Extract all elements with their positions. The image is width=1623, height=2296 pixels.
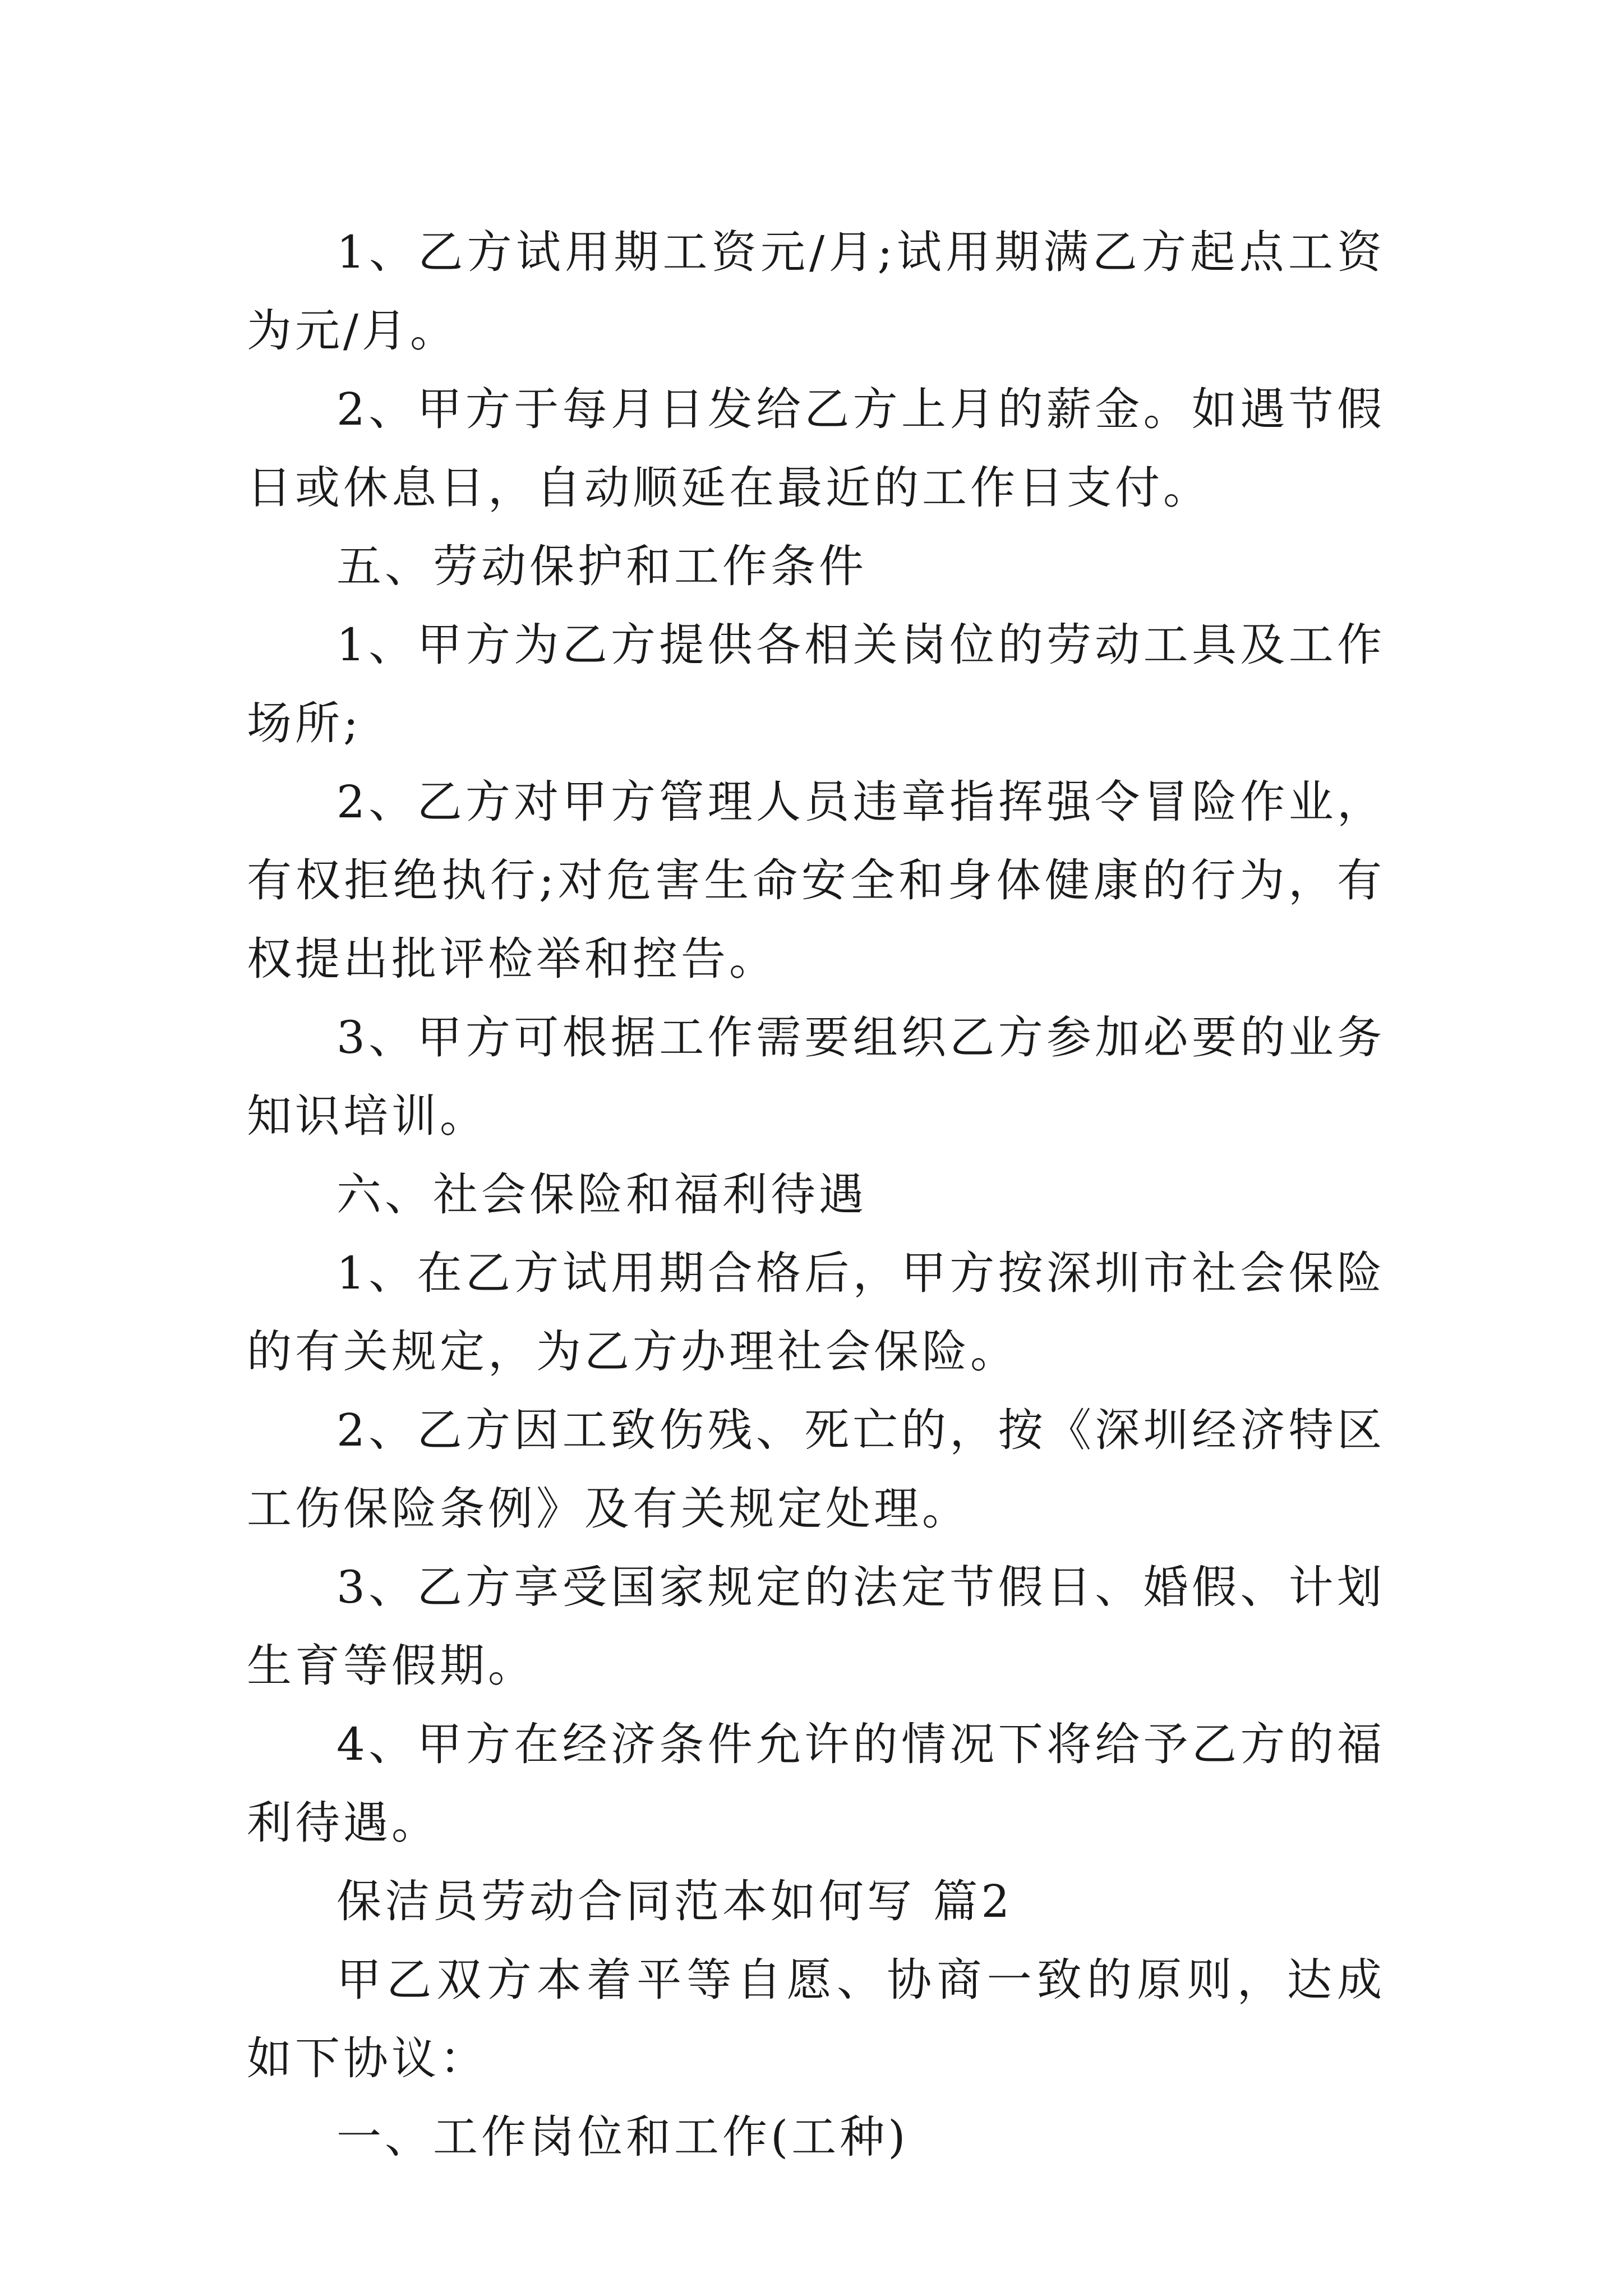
paragraph-salary-payday: 2、甲方于每月日发给乙方上月的薪金。如遇节假日或休息日，自动顺延在最近的工作日支付。: [247, 383, 1385, 514]
document-body: [247, 213, 1385, 2177]
paragraph-tools-workplace: 1、甲方为乙方提供各相关岗位的劳动工具及工作场所;: [247, 619, 1385, 749]
section-heading-job-position: 一、工作岗位和工作(工种): [336, 2111, 909, 2163]
paragraph-salary-probation: 1、乙方试用期工资元/月;试用期满乙方起点工资为元/月。: [247, 226, 1385, 357]
section-title-part-2: 保洁员劳动合同范本如何写 篇2: [336, 1875, 1013, 1927]
paragraph-agreement-intro: 甲乙双方本着平等自愿、协商一致的原则，达成如下协议：: [247, 1954, 1385, 2085]
section-heading-social-insurance: 六、社会保险和福利待遇: [336, 1168, 867, 1221]
paragraph-work-injury: 2、乙方因工致伤残、死亡的，按《深圳经济特区工伤保险条例》及有关规定处理。: [247, 1404, 1385, 1535]
section-heading-labor-protection: 五、劳动保护和工作条件: [336, 540, 867, 592]
paragraph-training: 3、甲方可根据工作需要组织乙方参加必要的业务知识培训。: [247, 1011, 1385, 1142]
paragraph-holidays: 3、乙方享受国家规定的法定节假日、婚假、计划生育等假期。: [247, 1561, 1385, 1692]
paragraph-benefits: 4、甲方在经济条件允许的情况下将给予乙方的福利待遇。: [247, 1718, 1385, 1849]
paragraph-insurance-enrollment: 1、在乙方试用期合格后，甲方按深圳市社会保险的有关规定，为乙方办理社会保险。: [247, 1247, 1385, 1378]
paragraph-refuse-unsafe-orders: 2、乙方对甲方管理人员违章指挥强令冒险作业，有权拒绝执行;对危害生命安全和身体健康的行为，有权提出批评检举和控告。: [247, 776, 1385, 985]
